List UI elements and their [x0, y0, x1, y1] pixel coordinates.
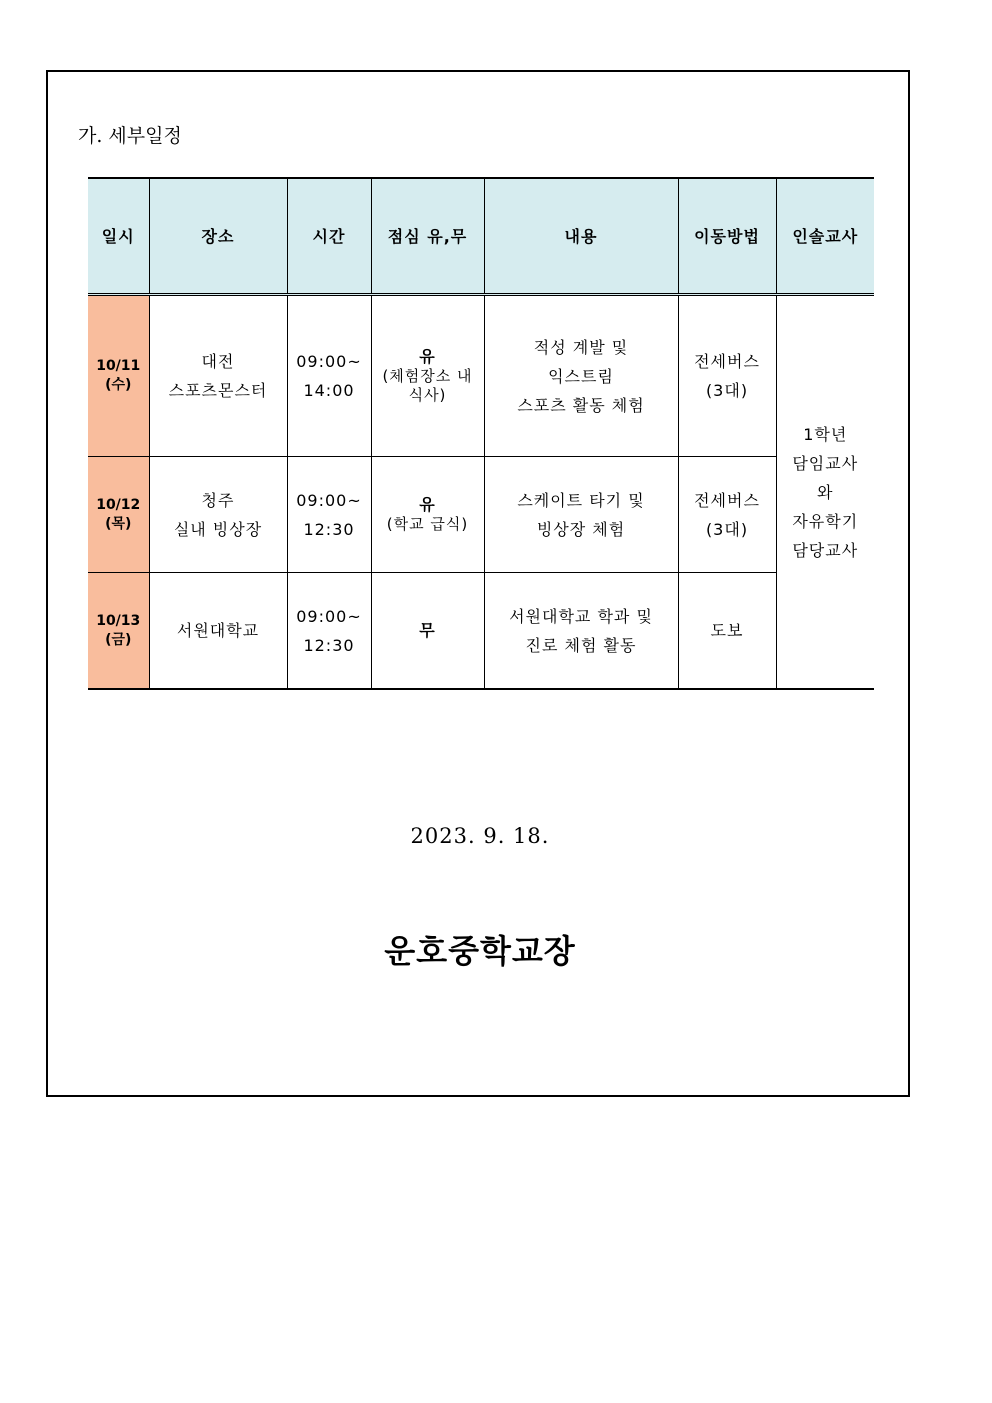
header-time: 시간 — [287, 178, 371, 295]
content-cell: 적성 계발 및 익스트림 스포츠 활동 체험 — [484, 295, 678, 457]
lunch-cell: 유 (학교 급식) — [371, 457, 484, 573]
header-transport: 이동방법 — [678, 178, 776, 295]
content-cell: 서원대학교 학과 및 진로 체험 활동 — [484, 573, 678, 690]
time-cell: 09:00~ 12:30 — [287, 457, 371, 573]
date-cell: 10/12 (목) — [88, 457, 149, 573]
lunch-cell: 유 (체험장소 내 식사) — [371, 295, 484, 457]
transport-cell: 도보 — [678, 573, 776, 690]
lunch-cell: 무 — [371, 573, 484, 690]
header-leader: 인솔교사 — [776, 178, 874, 295]
place-cell: 대전 스포츠몬스터 — [149, 295, 287, 457]
principal-signature: 운호중학교장 — [384, 932, 576, 970]
header-content: 내용 — [484, 178, 678, 295]
section-title: 가. 세부일정 — [78, 125, 182, 147]
content-cell: 스케이트 타기 및 빙상장 체험 — [484, 457, 678, 573]
schedule-table — [88, 177, 874, 690]
time-cell: 09:00~ 14:00 — [287, 295, 371, 457]
header-date: 일시 — [88, 178, 149, 295]
date-cell: 10/13 (금) — [88, 573, 149, 690]
time-cell: 09:00~ 12:30 — [287, 573, 371, 690]
transport-cell: 전세버스 (3대) — [678, 457, 776, 573]
table-header-row — [88, 178, 874, 295]
header-place: 장소 — [149, 178, 287, 295]
leader-cell: 1학년 담임교사 와 자유학기 담당교사 — [776, 295, 874, 690]
table-row — [88, 457, 874, 573]
table-row — [88, 573, 874, 690]
transport-cell: 전세버스 (3대) — [678, 295, 776, 457]
place-cell: 서원대학교 — [149, 573, 287, 690]
header-lunch: 점심 유,무 — [371, 178, 484, 295]
document-date: 2023. 9. 18. — [410, 824, 550, 848]
table-row — [88, 295, 874, 457]
place-cell: 청주 실내 빙상장 — [149, 457, 287, 573]
date-cell: 10/11 (수) — [88, 295, 149, 457]
